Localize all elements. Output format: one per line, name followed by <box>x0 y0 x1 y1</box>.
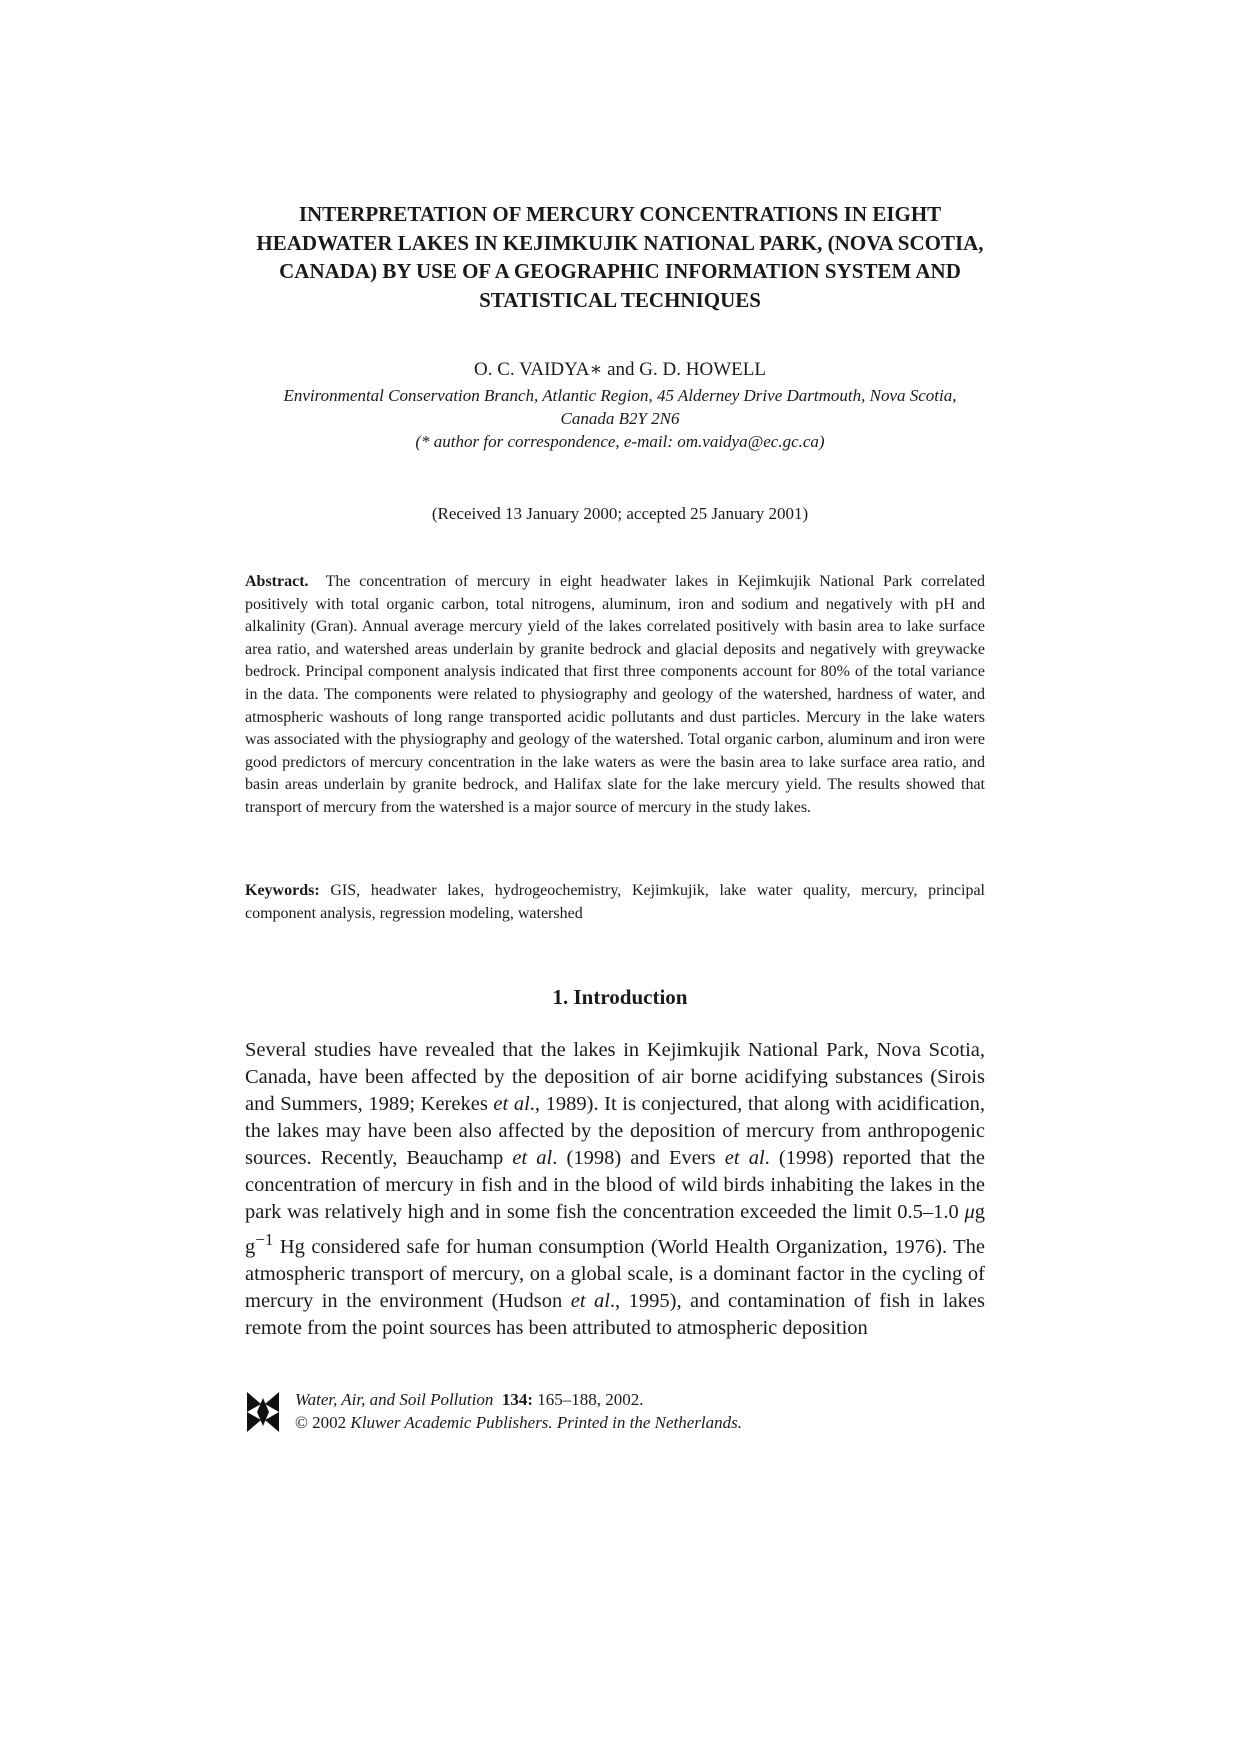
intro-text-5: g g <box>245 1201 985 1258</box>
keywords <box>245 880 985 925</box>
paper-title: INTERPRETATION OF MERCURY CONCENTRATIONS IN EIGHT HEADWATER LAKES IN KEJIMKUJIK NATIONAL PARK, (NOVA SCOTIA, CANADA) BY USE OF A GEOGRAPHIC INFORMATION SYSTEM AND STATISTICAL TECHNIQUES <box>256 202 984 312</box>
footer-text <box>295 1388 742 1434</box>
et-al-1: et al <box>493 1093 530 1115</box>
journal-footer <box>245 1388 985 1438</box>
intro-text-3: . (1998) and Evers <box>552 1147 725 1169</box>
publisher-logo-icon <box>245 1390 281 1434</box>
et-al-4: et al <box>570 1289 610 1312</box>
correspondence-note: (* author for correspondence, e-mail: om.vaidya@ec.gc.ca) <box>415 432 825 451</box>
journal-volume: 134: <box>501 1390 534 1409</box>
exponent: −1 <box>255 1230 274 1249</box>
introduction-paragraph <box>245 1037 985 1342</box>
et-al-3: et al <box>724 1147 765 1169</box>
affiliation-postal: Canada B2Y 2N6 <box>560 409 680 428</box>
author-list: O. C. VAIDYA∗ and G. D. HOWELL <box>474 359 766 380</box>
publisher-name: Kluwer Academic Publishers. Printed in the Netherlands. <box>350 1413 743 1432</box>
received-dates: (Received 13 January 2000; accepted 25 January 2001) <box>431 504 809 523</box>
mu-symbol: μ <box>964 1201 975 1223</box>
citation-line <box>295 1388 742 1411</box>
intro-text-6: Hg considered safe for human consumption (World Health Organization, 1976). The atmospheric transport of mercury, on a global scale, is a dominant factor in the cycling of mercury in the environment (Hudson <box>245 1235 985 1312</box>
abstract-label: Abstract. <box>245 573 309 590</box>
section-heading-introduction: 1. Introduction <box>552 985 688 1009</box>
journal-name: Water, Air, and Soil Pollution <box>295 1390 494 1409</box>
intro-text-2: ., 1989). It is conjectured, that along with acidification, the lakes may have been also affected by the deposition of mercury from anthropogenic sources. Recently, Beauchamp <box>245 1093 985 1169</box>
keywords-text: GIS, headwater lakes, hydrogeochemistry, Kejimkujik, lake water quality, mercury, principal component analysis, regression modeling, watershed <box>245 882 985 922</box>
journal-pages: 165–188, 2002. <box>537 1390 644 1409</box>
intro-text-4: . (1998) reported that the concentration of mercury in fish and in the blood of wild birds inhabiting the lakes in the park was relatively high and in some fish the concentration exceeded the limit 0.5–1.0 <box>245 1147 985 1223</box>
intro-text-7: ., 1995), and contamination of fish in lakes remote from the point sources has been attributed to atmospheric deposition <box>245 1289 985 1339</box>
abstract-text: The concentration of mercury in eight headwater lakes in Kejimkujik National Park correlated positively with total organic carbon, total nitrogens, aluminum, iron and sodium and negatively with pH and alkalinity (Gran). Annual average mercury yield of the lakes correlated positively with basin area to lake surface area ratio, and watershed areas underlain by granite bedrock and glacial deposits and negatively with greywacke bedrock. Principal component analysis indicated that first three components account for 80% of the total variance in the data. The components were related to physiography and geology of the watershed, hardness of water, and atmospheric washouts of long range transported acidic pollutants and dust particles. Mercury in the lake waters was associated with the physiography and geology of the watershed. Total organic carbon, aluminum and iron were good predictors of mercury concentration in the lake waters as were the basin area to lake surface area ratio, and basin areas underlain by granite bedrock, and Halifax slate for the lake mercury yield. The results showed that transport of mercury from the watershed is a major source of mercury in the study lakes. <box>245 573 985 816</box>
affiliation-line: Environmental Conservation Branch, Atlantic Region, 45 Alderney Drive Dartmouth, Nova Scotia, <box>283 386 957 405</box>
et-al-2: et al <box>512 1147 553 1169</box>
copyright-year: © 2002 <box>295 1413 347 1432</box>
copyright-line <box>295 1411 742 1434</box>
abstract <box>245 571 985 820</box>
intro-text-1: Several studies have revealed that the lakes in Kejimkujik National Park, Nova Scotia, Canada, have been affected by the deposition of air borne acidifying substances (Sirois and Summers, 1989; Kerekes <box>245 1039 985 1115</box>
keywords-label: Keywords: <box>245 882 320 899</box>
affiliation-block <box>240 384 1000 453</box>
